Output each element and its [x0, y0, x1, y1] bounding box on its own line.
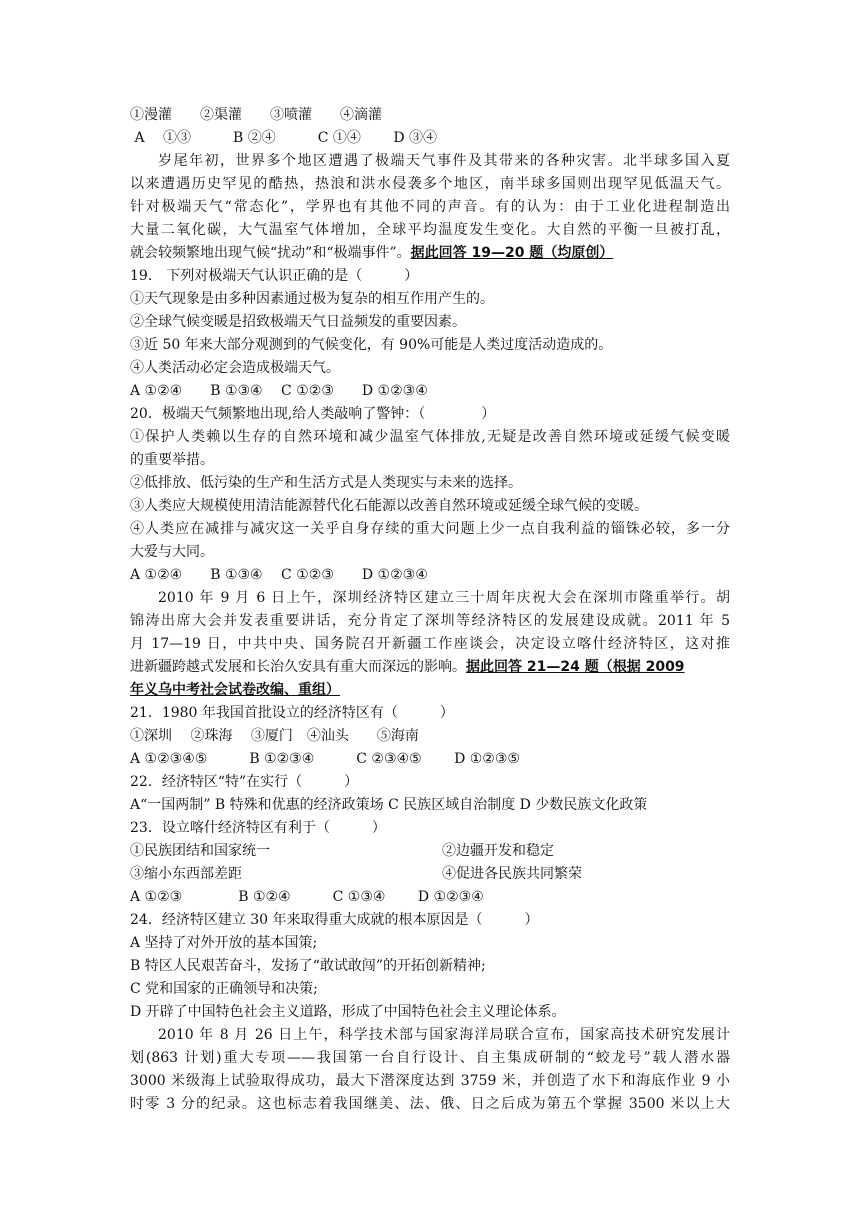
passage-zone-line	[130, 656, 730, 679]
q20-statement: 大爱与大同。	[130, 544, 214, 560]
q23-items-row	[130, 863, 730, 886]
q19-stem: 19. 下列对极端天气认识正确的是（ ）	[130, 268, 419, 284]
passage-weather-line: 以来遭遇历史罕见的酷热，热浪和洪水侵袭多个地区，南半球多国则出现罕见低温天气。	[130, 176, 730, 192]
passage-weather-line: 岁尾年初，世界多个地区遭遇了极端天气事件及其带来的各种灾害。北半球多国入夏	[158, 153, 730, 169]
passage-zone-line: 月 17—19 日，中共中央、国务院召开新疆工作座谈会，决定设立喀什经济特区，这对推	[130, 636, 730, 652]
q19-statement: ③近 50 年来大部分观测到的气候变化，有 90%可能是人类过度活动造成的。	[130, 337, 613, 353]
q20-stem: 20．极端天气频繁地出现,给人类敲响了警钟：（ ）	[130, 406, 496, 422]
q24-stem: 24．经济特区建立 30 年来取得重大成就的根本原因是（ ）	[130, 912, 539, 928]
question-instruction: 据此回答 21—24 题（根据 2009	[466, 659, 685, 675]
q22-options: A“一国两制” B 特殊和优惠的经济政策场 C 民族区域自治制度 D 少数民族文化政策	[130, 797, 648, 813]
passage-weather-line	[130, 242, 730, 265]
q23-item: ③缩小东西部差距	[130, 866, 242, 882]
q21-items: ①深圳 ②珠海 ③厦门 ④汕头 ⑤海南	[130, 728, 419, 744]
exam-page	[130, 104, 730, 1116]
q20-statement: ②低排放、低污染的生产和生活方式是人类现实与未来的选择。	[130, 475, 522, 491]
q21-stem: 21．1980 年我国首批设立的经济特区有（ ）	[130, 705, 454, 721]
passage-zone-line	[130, 679, 730, 702]
question-instruction: 年义乌中考社会试卷改编、重组）	[130, 682, 340, 698]
q24-option: D 开辟了中国特色社会主义道路，形成了中国特色社会主义理论体系。	[130, 1004, 566, 1020]
q20-statement: ③人类应大规模使用清洁能源替代化石能源以改善自然环境或延缓全球气候的变暖。	[130, 498, 648, 514]
passage-submersible-line: 2010 年 8 月 26 日上午，科学技术部与国家海洋局联合宣布，国家高技术研究发展计	[158, 1027, 730, 1043]
q18-options: A ①③ B ②④ C ①④ D ③④	[130, 130, 438, 146]
q23-item: ①民族团结和国家统一	[130, 843, 270, 859]
q24-option: B 特区人民艰苦奋斗，发扬了“敢试敢闯”的开拓创新精神;	[130, 958, 486, 974]
q19-statement: ④人类活动必定会造成极端天气。	[130, 360, 340, 376]
q21-options: A ①②③④⑤ B ①②③④ C ②③④⑤ D ①②③⑤	[130, 751, 520, 767]
passage-zone-line: 锦涛出席大会并发表重要讲话，充分肯定了深圳等经济特区的发展建设成就。2011 年 5	[130, 613, 730, 629]
q20-statement: 的重要举措。	[130, 452, 214, 468]
q24-option: A 坚持了对外开放的基本国策;	[130, 935, 318, 951]
q23-items-row	[130, 840, 730, 863]
passage-submersible-line: 时零 3 分的纪录。这也标志着我国继美、法、俄、日之后成为第五个掌握 3500 米以上大	[130, 1096, 730, 1112]
q18-items: ①漫灌 ②渠灌 ③喷灌 ④滴灌	[130, 107, 382, 123]
q23-options: A ①②③ B ①②④ C ①③④ D ①②③④	[130, 889, 484, 905]
passage-text: 就会较频繁地出现气候“扰动”和“极端事件”。	[130, 245, 411, 261]
passage-zone-line: 2010 年 9 月 6 日上午，深圳经济特区建立三十周年庆祝大会在深圳市隆重举行。胡	[158, 590, 730, 606]
q23-item: ②边疆开发和稳定	[442, 843, 554, 859]
passage-submersible-line: 3000 米级海上试验取得成功，最大下潜深度达到 3759 米，并创造了水下和海底作业 9 小	[130, 1073, 730, 1089]
q19-statement: ①天气现象是由多种因素通过极为复杂的相互作用产生的。	[130, 291, 494, 307]
passage-submersible-line: 划(863 计划)重大专项——我国第一台自行设计、自主集成研制的“蛟龙号”载人潜水器	[130, 1050, 730, 1066]
q24-option: C 党和国家的正确领导和决策;	[130, 981, 318, 997]
q23-item: ④促进各民族共同繁荣	[442, 866, 582, 882]
passage-text: 进新疆跨越式发展和长治久安具有重大而深远的影响。	[130, 659, 466, 675]
q22-stem: 22．经济特区“特”在实行（ ）	[130, 774, 359, 790]
passage-weather-line: 针对极端天气“常态化”，学界也有其他不同的声音。有的认为：由于工业化进程制造出	[130, 199, 730, 215]
question-instruction: 据此回答 19—20 题（均原创）	[410, 245, 614, 261]
q23-stem: 23．设立喀什经济特区有利于（ ）	[130, 820, 386, 836]
q19-statement: ②全球气候变暖是招致极端天气日益频发的重要因素。	[130, 314, 466, 330]
q20-options: A ①②④ B ①③④ C ①②③ D ①②③④	[130, 567, 428, 583]
q20-statement: ①保护人类赖以生存的自然环境和减少温室气体排放,无疑是改善自然环境或延缓气候变暖	[130, 429, 730, 445]
q20-statement: ④人类应在减排与减灾这一关乎自身存续的重大问题上少一点自我利益的锱铢必较，多一分	[130, 521, 730, 537]
passage-weather-line: 大量二氧化碳，大气温室气体增加，全球平均温度发生变化。大自然的平衡一旦被打乱，	[130, 222, 730, 238]
q19-options: A ①②④ B ①③④ C ①②③ D ①②③④	[130, 383, 428, 399]
